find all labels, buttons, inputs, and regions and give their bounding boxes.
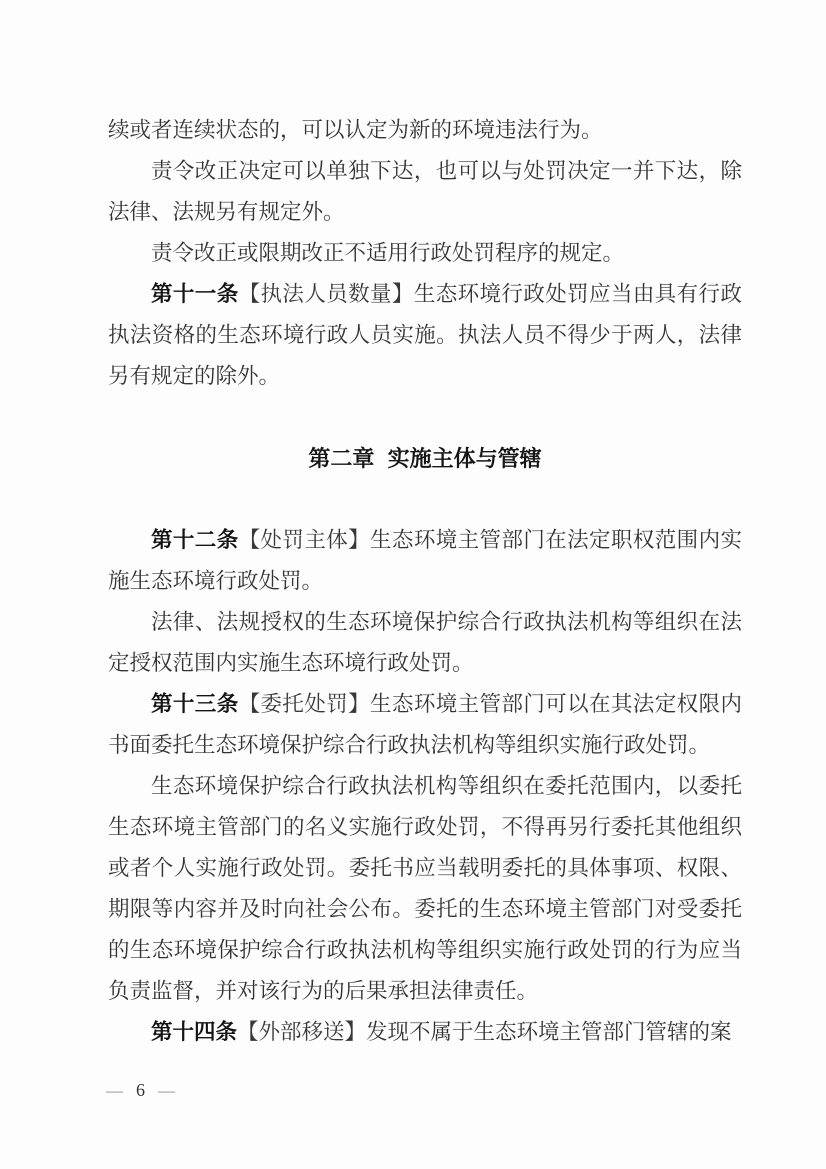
- body-paragraph: [108, 233, 742, 274]
- paragraph-text: 发现不属于生态环境主管部门管辖的案: [366, 1020, 732, 1044]
- footer-dash-left: —: [106, 1080, 123, 1100]
- body-paragraph: [108, 602, 742, 684]
- article-paragraph: [108, 520, 742, 602]
- paragraph-text: 责令改正或限期改正不适用行政处罚程序的规定。: [151, 241, 625, 265]
- article-number: 第十四条: [151, 1020, 238, 1044]
- article-number: 第十二条: [151, 528, 239, 552]
- paragraph-text: 生态环境行政处罚应当由具有行政执法资格的生态环境行政人员实施。执法人员不得少于两人，法律另有规定的除外。: [108, 282, 742, 388]
- paragraph-text: 责令改正决定可以单独下达，也可以与处罚决定一并下达，除法律、法规另有规定外。: [108, 159, 742, 224]
- article-number: 第十三条: [151, 692, 239, 716]
- paragraph-text: 生态环境保护综合行政执法机构等组织在委托范围内，以委托生态环境主管部门的名义实施行政处罚，不得再另行委托其他组织或者个人实施行政处罚。委托书应当载明委托的具体事项、权限、期限等内容并及时向社会公布。委托的生态环境主管部门对受委托的生态环境保护综合行政执法机构等组织实施行政处罚的行为应当负责监督，并对该行为的后果承担法律责任。: [108, 774, 742, 1003]
- body-paragraph: [108, 110, 742, 151]
- chapter-heading: [108, 438, 742, 479]
- chapter-number: 第二章: [308, 446, 375, 471]
- article-paragraph: [108, 1012, 742, 1053]
- body-paragraph: [108, 151, 742, 233]
- document-body: [108, 110, 742, 1053]
- article-title-bracket: 【委托处罚】: [238, 692, 371, 716]
- page-number: 6: [136, 1080, 145, 1100]
- paragraph-text: 生态环境主管部门在法定职权范围内实施生态环境行政处罚。: [108, 528, 742, 593]
- page-footer: [106, 1077, 175, 1103]
- article-title-bracket: 【处罚主体】: [238, 528, 371, 552]
- footer-dash-right: —: [158, 1080, 175, 1100]
- paragraph-text: 续或者连续状态的，可以认定为新的环境违法行为。: [108, 118, 603, 142]
- paragraph-text: 法律、法规授权的生态环境保护综合行政执法机构等组织在法定授权范围内实施生态环境行政处罚。: [108, 610, 742, 675]
- article-title-bracket: 【执法人员数量】: [238, 282, 414, 306]
- article-number: 第十一条: [151, 282, 239, 306]
- chapter-title: 实施主体与管辖: [387, 446, 542, 471]
- article-paragraph: [108, 684, 742, 766]
- article-title-bracket: 【外部移送】: [237, 1020, 367, 1044]
- article-paragraph: [108, 274, 742, 397]
- body-paragraph: [108, 766, 742, 1012]
- paragraph-text: 生态环境主管部门可以在其法定权限内书面委托生态环境保护综合行政执法机构等组织实施行政处罚。: [108, 692, 742, 757]
